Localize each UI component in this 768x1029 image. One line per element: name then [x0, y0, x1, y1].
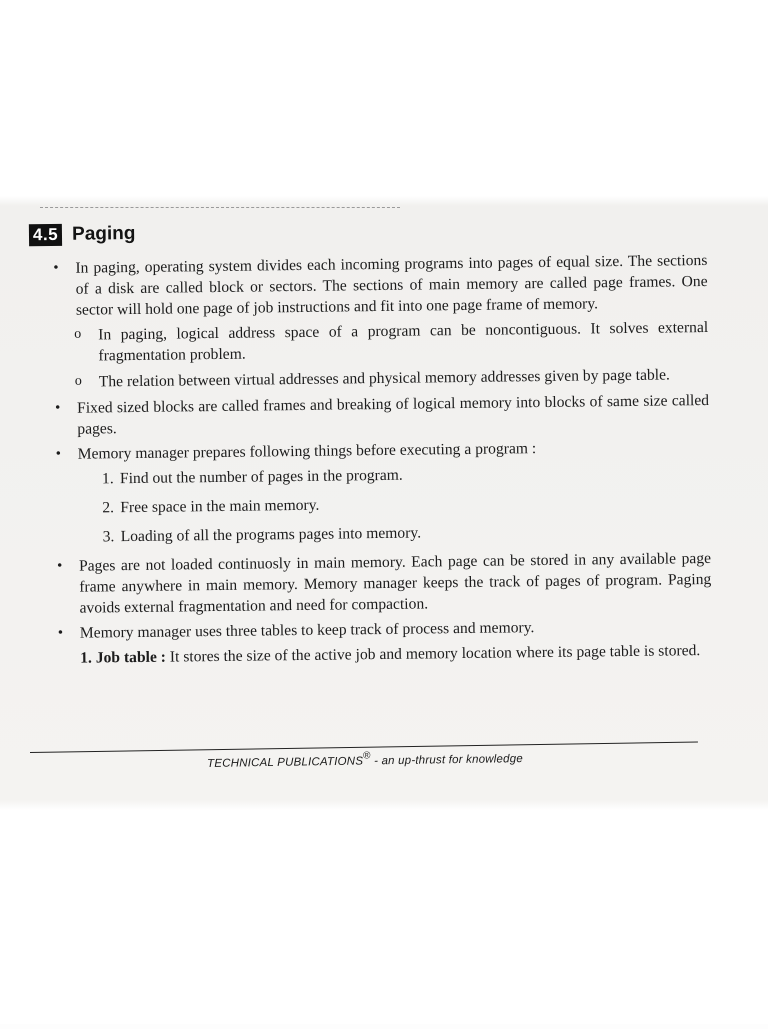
- section-heading: [29, 223, 136, 246]
- numbered-item: [50, 461, 710, 490]
- bullet-item: [52, 615, 712, 644]
- bullet-marker: •: [53, 259, 59, 276]
- bullet-item: [47, 250, 708, 321]
- job-table-number: 1.: [80, 649, 92, 667]
- footer-publisher: TECHNICAL PUBLICATIONS: [207, 755, 364, 770]
- numbered-item: [51, 519, 711, 548]
- numbered-text: Free space in the main memory.: [120, 496, 320, 517]
- bullet-item: [49, 390, 709, 440]
- number-marker: 2.: [102, 499, 115, 517]
- sub-bullet-item: [48, 317, 708, 367]
- section-title: Paging: [71, 222, 136, 245]
- bullet-text: In paging, operating system divides each incoming programs into pages of equal size. The sections of a disk are called block or sectors. The sections of main memory are called page frames. One sector will hold one page of job instructions and fit into one page frame of memory.: [75, 251, 708, 319]
- bullet-text: Memory manager prepares following things before executing a program :: [77, 440, 537, 463]
- number-marker: 3.: [102, 528, 115, 546]
- footer-tagline: - an up-thrust for knowledge: [370, 753, 523, 768]
- bullet-marker: •: [56, 557, 63, 574]
- bullet-text: Memory manager uses three tables to keep track of process and memory.: [79, 619, 535, 642]
- sub-bullet-text: The relation between virtual addresses and physical memory addresses given by page table.: [98, 366, 670, 391]
- bullet-marker: •: [57, 624, 64, 641]
- section-body: [47, 250, 712, 669]
- job-table-text: It stores the size of the active job and memory location where its page table is stored.: [169, 642, 701, 666]
- numbered-text: Find out the number of pages in the program.: [119, 466, 403, 488]
- numbered-item: [50, 490, 710, 519]
- number-marker: 1.: [101, 470, 114, 488]
- job-table-label: Job table :: [95, 648, 167, 667]
- sub-bullet-text: In paging, logical address space of a program can be noncontiguous. It solves external fragmentation problem.: [98, 318, 709, 365]
- bullet-marker: •: [54, 399, 61, 416]
- sub-bullet-marker: o: [74, 326, 82, 342]
- bullet-marker: •: [55, 445, 62, 462]
- bullet-text: Pages are not loaded continuosly in main memory. Each page can be stored in any available page frame anywhere in main memory. Memory manager keeps the track of pages of program. Paging avoids external fragmentation and need for compaction.: [78, 549, 712, 617]
- bullet-text: Fixed sized blocks are called frames and breaking of logical memory into blocks of same size called pages.: [76, 391, 710, 438]
- bullet-item: [51, 548, 712, 619]
- registered-mark: ®: [362, 750, 371, 762]
- sub-bullet-marker: o: [74, 373, 82, 389]
- section-number: 4.5: [29, 224, 62, 246]
- job-table-item: [52, 640, 712, 669]
- sub-bullet-item: [49, 364, 709, 393]
- numbered-text: Loading of all the programs pages into memory.: [120, 524, 422, 546]
- bullet-item: [50, 436, 710, 465]
